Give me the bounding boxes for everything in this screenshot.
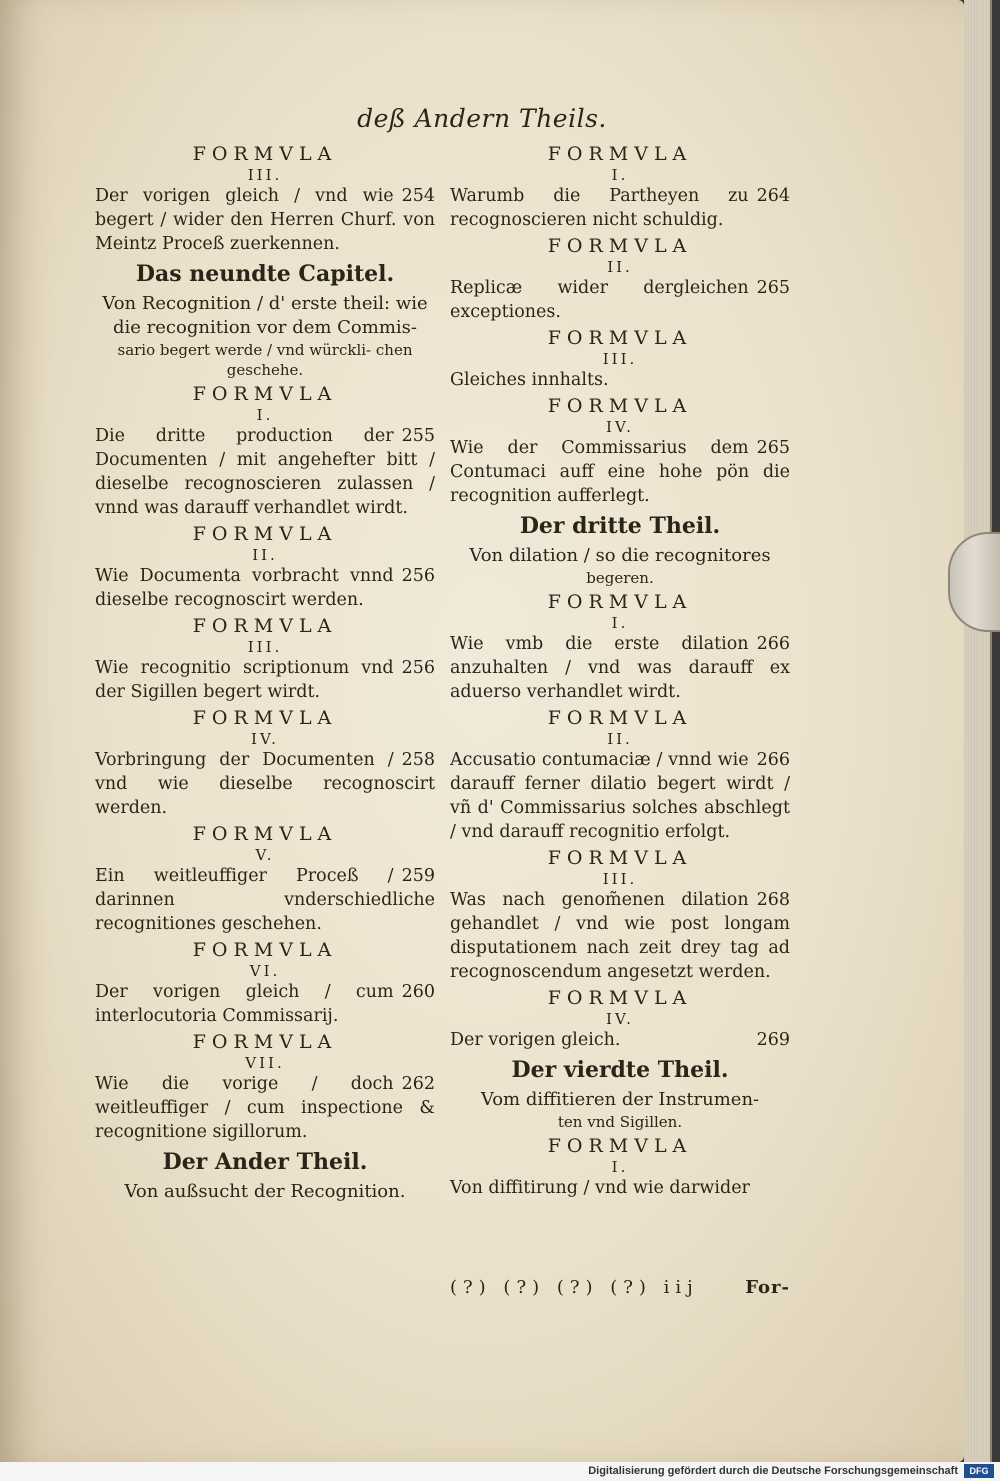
formula-label: FORMVLA — [192, 615, 338, 637]
entry-text: Warumb die Partheyen zu recognoscieren nicht schuldig. — [450, 186, 749, 230]
page-number: 262 — [401, 1074, 435, 1094]
formula-label: FORMVLA — [547, 987, 693, 1009]
page-number: 265 — [756, 438, 790, 458]
formula-number: III. — [247, 638, 283, 656]
formula-label: FORMVLA — [192, 143, 338, 165]
formula-number: IV. — [606, 418, 634, 436]
page-number: 269 — [756, 1030, 790, 1050]
page-number: 256 — [401, 566, 435, 586]
formula-label: FORMVLA — [547, 143, 693, 165]
dfg-logo: DFG — [964, 1464, 994, 1478]
formula-number: II. — [252, 546, 278, 564]
page-clip — [948, 532, 1000, 632]
formula-label: FORMVLA — [547, 1135, 693, 1157]
formula-number: IV. — [251, 730, 279, 748]
toc-entry — [450, 632, 790, 704]
formula-label: FORMVLA — [547, 591, 693, 613]
formula-number: III. — [602, 350, 638, 368]
formula-number: II. — [607, 258, 633, 276]
page-number: 258 — [401, 750, 435, 770]
entry-text: Der vorigen gleich / cum interlocutoria Commissarij. — [95, 982, 394, 1026]
entry-text: Was nach genom̃enen dilation gehandlet / vnd wie post longam disputationem nach zeit drey tag ad recognoscendum angesetzt werden. — [450, 890, 790, 982]
page-number: 265 — [756, 278, 790, 298]
entry-text: Der vorigen gleich. — [450, 1030, 621, 1050]
footer-text: Digitalisierung gefördert durch die Deutsche Forschungsgemeinschaft — [588, 1465, 958, 1477]
entry-text: Replicæ wider dergleichen exceptiones. — [450, 278, 749, 322]
formula-label: FORMVLA — [547, 235, 693, 257]
entry-text: Der vorigen gleich / vnd wie begert / wider den Herren Churf. von Meintz Proceß zuerkennen. — [95, 186, 435, 254]
toc-entry — [450, 1028, 790, 1052]
toc-entry — [450, 368, 790, 392]
formula-label: FORMVLA — [192, 823, 338, 845]
toc-entry — [95, 864, 435, 936]
toc-entry — [450, 276, 790, 324]
toc-entry — [450, 748, 790, 844]
page-number: 254 — [401, 186, 435, 206]
signature-mark: (?) (?) (?) (?) iij — [450, 1277, 699, 1298]
formula-label: FORMVLA — [192, 523, 338, 545]
page-number: 266 — [756, 750, 790, 770]
formula-label: FORMVLA — [192, 707, 338, 729]
entry-text: Wie Documenta vorbracht vnnd dieselbe recognoscirt werden. — [95, 566, 394, 610]
formula-number: I. — [611, 1158, 629, 1176]
section-subtitle-continued: begeren. — [586, 569, 654, 587]
entry-text: Wie die vorige / doch weitleuffiger / cum inspectione & recognitione sigillorum. — [95, 1074, 435, 1142]
formula-number: I. — [256, 406, 274, 424]
section-subtitle: Von außsucht der Recognition. — [124, 1181, 406, 1202]
section-subtitle: Von Recognition / d' erste theil: wie die recognition vor dem Commis- — [102, 293, 428, 338]
digitization-footer — [0, 1462, 1000, 1481]
formula-number: V. — [255, 846, 275, 864]
page-number: 256 — [401, 658, 435, 678]
entry-text: Von diffitirung / vnd wie darwider — [450, 1178, 750, 1198]
entry-text: Gleiches innhalts. — [450, 370, 609, 390]
page-edges — [964, 0, 992, 1462]
formula-label: FORMVLA — [192, 383, 338, 405]
formula-label: FORMVLA — [192, 1031, 338, 1053]
toc-entry — [450, 184, 790, 232]
entry-text: Accusatio contumaciæ / vnnd wie darauff ferner dilatio begert wirdt / vñ d' Commissarius solches abschlegt / vnd darauff recognitio erfolgt. — [450, 750, 790, 842]
entry-text: Wie der Commissarius dem Contumaci auff eine hohe pön die recognition aufferlegt. — [450, 438, 790, 506]
formula-number: VI. — [249, 962, 281, 980]
running-head: deß Andern Theils. — [357, 104, 607, 133]
page-number: 259 — [401, 866, 435, 886]
formula-label: FORMVLA — [547, 327, 693, 349]
formula-number: II. — [607, 730, 633, 748]
section-heading: Das neundte Capitel. — [135, 261, 395, 287]
toc-entry — [95, 980, 435, 1028]
page-number: 260 — [401, 982, 435, 1002]
toc-entry — [450, 1176, 790, 1200]
formula-label: FORMVLA — [192, 939, 338, 961]
formula-number: I. — [611, 166, 629, 184]
catch-line — [450, 1277, 790, 1298]
entry-text: Vorbringung der Documenten / vnd wie dieselbe recognoscirt werden. — [95, 750, 435, 818]
formula-label: FORMVLA — [547, 707, 693, 729]
section-subtitle-continued: ten vnd Sigillen. — [557, 1113, 683, 1131]
section-heading: Der Ander Theil. — [162, 1149, 368, 1175]
left-column — [95, 140, 435, 1204]
section-subtitle-continued: sario begert werde / vnd würckli- chen geschehe. — [117, 341, 413, 379]
section-heading: Der dritte Theil. — [519, 513, 721, 539]
toc-entry — [95, 424, 435, 520]
formula-number: I. — [611, 614, 629, 632]
toc-entry — [95, 1072, 435, 1144]
toc-entry — [450, 888, 790, 984]
page-number: 264 — [756, 186, 790, 206]
toc-entry — [450, 436, 790, 508]
entry-text: Wie vmb die erste dilation anzuhalten / vnd was darauff ex aduerso verhandlet wirdt. — [450, 634, 790, 702]
toc-entry — [95, 564, 435, 612]
section-subtitle: Vom diffitieren der Instrumen- — [480, 1089, 760, 1110]
formula-label: FORMVLA — [547, 395, 693, 417]
toc-entry — [95, 184, 435, 256]
section-heading: Der vierdte Theil. — [511, 1057, 729, 1083]
toc-entry — [95, 748, 435, 820]
formula-label: FORMVLA — [547, 847, 693, 869]
entry-text: Wie recognitio scriptionum vnd der Sigillen begert wirdt. — [95, 658, 394, 702]
section-subtitle: Von dilation / so die recognitores — [469, 545, 771, 566]
catchword: For- — [745, 1277, 790, 1298]
formula-number: III. — [247, 166, 283, 184]
page-number: 266 — [756, 634, 790, 654]
page-number: 268 — [756, 890, 790, 910]
entry-text: Ein weitleuffiger Proceß / darinnen vnderschiedliche recognitiones geschehen. — [95, 866, 435, 934]
toc-entry — [95, 656, 435, 704]
entry-text: Die dritte production der Documenten / mit angehefter bitt / dieselbe recognoscieren zulassen / vnnd was darauff verhandlet wirdt. — [95, 426, 435, 518]
formula-number: VII. — [245, 1054, 285, 1072]
formula-number: III. — [602, 870, 638, 888]
right-column — [450, 140, 790, 1200]
page-number: 255 — [401, 426, 435, 446]
formula-number: IV. — [606, 1010, 634, 1028]
